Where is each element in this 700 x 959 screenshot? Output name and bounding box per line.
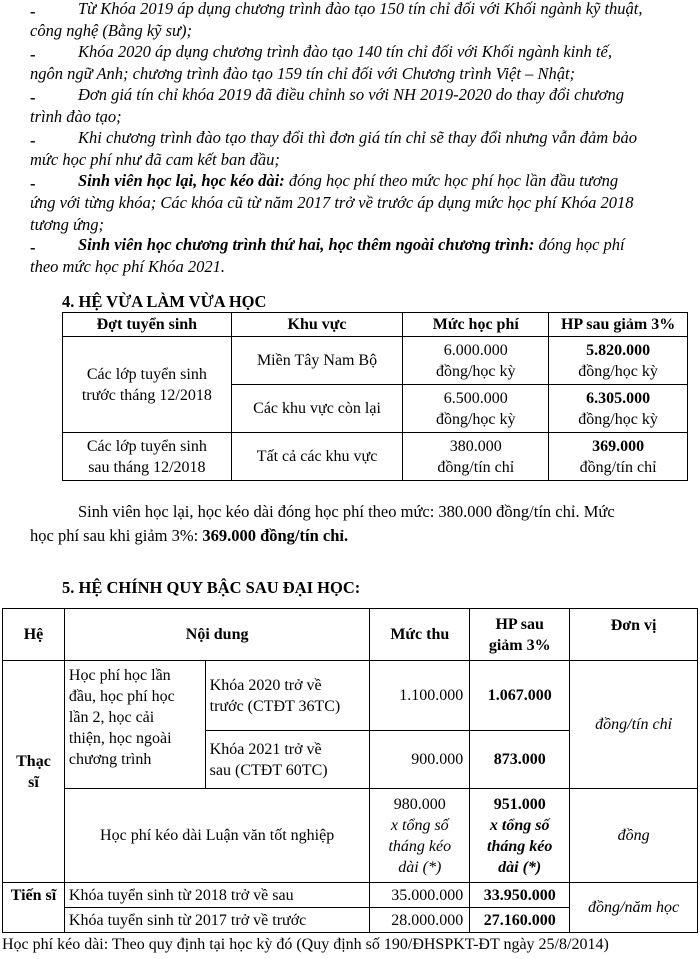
thac-si-line-2: sĩ xyxy=(28,773,39,791)
bullet-1-line-2: công nghệ (Bằng kỹ sư); xyxy=(30,21,193,40)
desc-line: chương trình xyxy=(68,751,152,768)
disc-mien-tay xyxy=(549,337,688,385)
fee-value: 6.000.000 xyxy=(443,341,508,359)
fee-unit: đồng/tín chỉ xyxy=(437,458,515,476)
group-sau-line-1: Các lớp tuyển sinh xyxy=(86,437,207,455)
bullet-dash: - xyxy=(30,2,36,21)
header-don-vi: Đơn vị xyxy=(570,609,698,661)
area-con-lai: Các khu vực còn lại xyxy=(231,385,403,433)
area-tat-ca: Tất cả các khu vực xyxy=(231,433,403,481)
bullet-6-line-2: theo mức học phí Khóa 2021. xyxy=(30,257,226,276)
thesis-fee-line: dài (*) xyxy=(398,858,442,876)
table-row xyxy=(3,789,698,883)
bullet-dash: - xyxy=(30,45,36,64)
khoa-2021-line-2: sau (CTĐT 60TC) xyxy=(209,761,328,779)
khoa-2020-line-1: Khóa 2020 trở về xyxy=(209,676,322,694)
header-hp-sau-giam xyxy=(470,609,570,661)
table-sau-dai-hoc xyxy=(2,608,698,933)
header-muc-hoc-phi: Mức học phí xyxy=(403,313,549,337)
group-truoc-2018 xyxy=(63,337,232,433)
unit-year: đồng/năm học xyxy=(570,883,698,933)
desc-line: Học phí học lần xyxy=(68,667,171,684)
khoa-2020 xyxy=(205,661,370,731)
footer-note: Học phí kéo dài: Theo quy định tại học kỳ đó (Quy định số 190/ĐHSPKT-ĐT ngày 25/8/2014) xyxy=(2,936,609,953)
thesis-fee-line: x tổng số xyxy=(390,816,449,834)
disc-2021: 873.000 xyxy=(470,731,570,789)
table-header-row xyxy=(3,609,698,661)
fee-2020: 1.100.000 xyxy=(370,661,470,731)
ts-row-2-label: Khóa tuyển sinh từ 2017 trở về trước xyxy=(64,908,369,933)
bullet-5-line-1 xyxy=(78,172,618,190)
header-muc-thu: Mức thu xyxy=(370,609,470,661)
note-bold-value: 369.000 đồng/tín chỉ. xyxy=(202,526,349,545)
thesis-disc-line: tháng kéo xyxy=(487,837,553,855)
desc-line: đầu, học phí học xyxy=(68,688,175,705)
fee-value: 380.000 xyxy=(449,437,502,455)
bullet-6-bold: Sinh viên học chương trình thứ hai, học thêm ngoài chương trình: xyxy=(78,235,535,254)
table-row xyxy=(3,661,698,731)
bullet-2-line-1: Khóa 2020 áp dụng chương trình đào tạo 140 tín chỉ đối với Khối ngành kinh tế, xyxy=(78,42,612,61)
bullet-3-line-2: trình đào tạo; xyxy=(30,107,122,126)
ts-row-1-label: Khóa tuyển sinh từ 2018 trở về sau xyxy=(64,883,369,908)
bullet-1-line-1: Từ Khóa 2019 áp dụng chương trình đào tạo 150 tín chỉ đối với Khối ngành kỹ thuật, xyxy=(78,0,643,18)
disc-value: 6.305.000 xyxy=(586,389,651,407)
thesis-label: Học phí kéo dài Luận văn tốt nghiệp xyxy=(64,789,369,883)
area-mien-tay: Miền Tây Nam Bộ xyxy=(231,337,403,385)
khoa-2020-line-2: trước (CTĐT 36TC) xyxy=(209,697,341,715)
header-he: Hệ xyxy=(3,609,65,661)
thesis-fee-line: 980.000 xyxy=(393,795,446,813)
group-sau-2018 xyxy=(63,433,232,481)
thesis-fee-line: tháng kéo xyxy=(388,837,452,855)
table-vlvh xyxy=(62,312,688,481)
ts-row-1-disc: 33.950.000 xyxy=(470,883,570,908)
disc-2020: 1.067.000 xyxy=(470,661,570,731)
group-truoc-line-1: Các lớp tuyển sinh xyxy=(86,365,207,383)
disc-value: 369.000 xyxy=(592,437,645,455)
section-4-note-line-1: Sinh viên học lại, học kéo dài đóng học phí theo mức: 380.000 đồng/tín chỉ. Mức xyxy=(78,502,615,521)
desc-line: lần 2, học cải xyxy=(68,709,155,726)
note-text: học phí sau khi giảm 3%: xyxy=(30,526,203,545)
table-header-row xyxy=(63,313,688,337)
thesis-fee xyxy=(370,789,470,883)
bullet-5-bold: Sinh viên học lại, học kéo dài: xyxy=(78,171,285,190)
unit-dong: đồng xyxy=(570,789,698,883)
header-hp-sau-giam: HP sau giảm 3% xyxy=(549,313,688,337)
khoa-2021-line-1: Khóa 2021 trở về xyxy=(209,740,322,758)
disc-unit: đồng/tín chỉ xyxy=(579,458,657,476)
fee-unit: đồng/học kỳ xyxy=(435,362,516,380)
section-4-title: 4. HỆ VỪA LÀM VỪA HỌC xyxy=(62,292,267,311)
header-noi-dung: Nội dung xyxy=(64,609,369,661)
bullet-3-line-1: Đơn giá tín chỉ khóa 2019 đã điều chỉnh so với NH 2019-2020 do thay đổi chương xyxy=(78,85,624,104)
ts-row-1-fee: 35.000.000 xyxy=(370,883,470,908)
thesis-disc-line: dài (*) xyxy=(498,858,542,876)
group-truoc-line-2: trước tháng 12/2018 xyxy=(81,386,212,404)
he-thac-si xyxy=(3,661,65,883)
ts-row-2-fee: 28.000.000 xyxy=(370,908,470,933)
thesis-disc xyxy=(470,789,570,883)
bullet-4-line-1: Khi chương trình đào tạo thay đổi thì đơn giá tín chỉ sẽ thay đổi nhưng vẫn đảm bảo xyxy=(78,128,637,147)
bullet-4-line-2: mức học phí như đã cam kết ban đầu; xyxy=(30,150,280,169)
table-row xyxy=(63,337,688,385)
bullet-dash: - xyxy=(30,174,36,193)
section-5-title: 5. HỆ CHÍNH QUY BẬC SAU ĐẠI HỌC: xyxy=(62,578,361,597)
fee-con-lai xyxy=(403,385,549,433)
desc-line: thiện, học ngoài xyxy=(68,730,172,747)
disc-unit: đồng/học kỳ xyxy=(578,410,658,428)
section-4-note-line-2 xyxy=(30,525,348,547)
fee-tat-ca xyxy=(403,433,549,481)
bullet-5-line-3: tương ứng; xyxy=(30,215,105,234)
bullet-dash: - xyxy=(30,238,36,257)
table-row xyxy=(3,883,698,908)
group-sau-line-2: sau tháng 12/2018 xyxy=(88,458,206,476)
fee-value: 6.500.000 xyxy=(443,389,508,407)
bullet-6-line-1 xyxy=(78,236,625,254)
bullet-dash: - xyxy=(30,131,36,150)
header-dot-tuyen-sinh: Đợt tuyển sinh xyxy=(63,313,232,337)
header-khu-vuc: Khu vực xyxy=(231,313,403,337)
bullet-5-line-2: ứng với từng khóa; Các khóa cũ từ năm 2017 trở về trước áp dụng mức học phí Khóa 2018 xyxy=(30,193,634,212)
disc-con-lai xyxy=(549,385,688,433)
disc-tat-ca xyxy=(549,433,688,481)
table-row xyxy=(63,433,688,481)
bullet-2-line-2: ngôn ngữ Anh; chương trình đào tạo 159 tín chỉ đối với Chương trình Việt – Nhật; xyxy=(30,64,576,83)
bullet-5-rest: đóng học phí theo mức học phí học lần đầu tương xyxy=(284,171,619,190)
bullet-6-rest: đóng học phí xyxy=(534,235,625,254)
fee-2021: 900.000 xyxy=(370,731,470,789)
thesis-disc-line: 951.000 xyxy=(493,795,546,813)
disc-unit: đồng/học kỳ xyxy=(578,362,658,380)
header-hp-line-2: giảm 3% xyxy=(488,636,551,654)
thac-si-line-1: Thạc xyxy=(16,752,51,770)
ts-row-2-disc: 27.160.000 xyxy=(470,908,570,933)
fee-mien-tay xyxy=(403,337,549,385)
fee-unit: đồng/học kỳ xyxy=(435,410,516,428)
bullet-dash: - xyxy=(30,88,36,107)
header-hp-line-1: HP sau xyxy=(495,615,544,633)
group-hoc-phi-desc xyxy=(64,661,205,789)
he-tien-si: Tiến sĩ xyxy=(3,883,65,933)
unit-credit: đồng/tín chỉ xyxy=(570,661,698,789)
khoa-2021 xyxy=(205,731,370,789)
thesis-disc-line: x tổng số xyxy=(489,816,550,834)
disc-value: 5.820.000 xyxy=(586,341,651,359)
